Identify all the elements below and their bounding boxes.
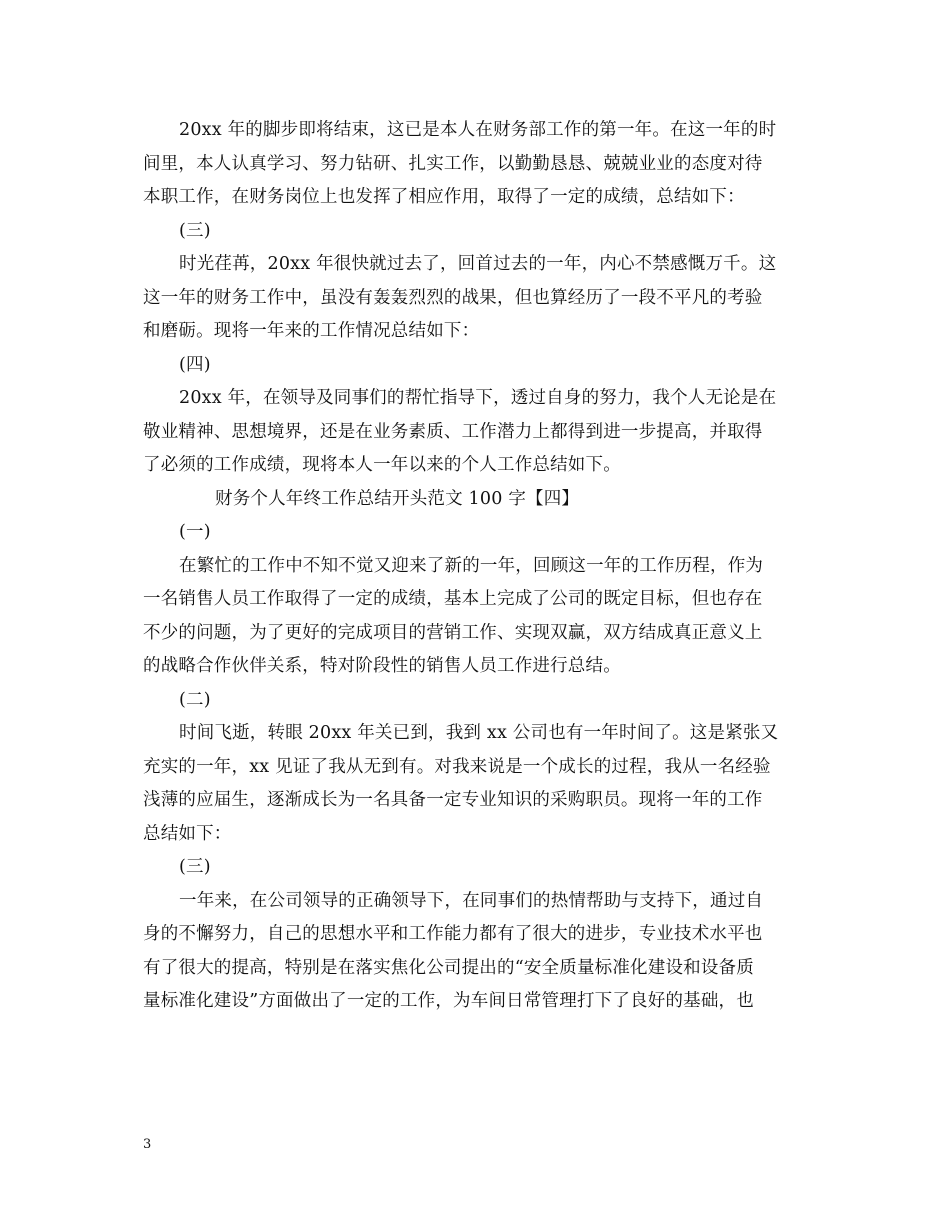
paragraph-line: 充实的一年，xx 见证了我从无到有。对我来说是一个成长的过程，我从一名经验 [143,756,771,777]
paragraph-line: 在繁忙的工作中不知不觉又迎来了新的一年，回顾这一年的工作历程，作为 [179,555,764,576]
paragraph-line: 20xx 年的脚步即将结束，这已是本人在财务部工作的第一年。在这一年的时 [179,120,777,140]
paragraph-line: 了必须的工作成绩，现将本人一年以来的个人工作总结如下。 [143,455,621,475]
paragraph-line: 时间飞逝，转眼 20xx 年关已到，我到 xx 公司也有一年时间了。这是紧张又 [179,723,779,743]
page-number: 3 [143,1137,152,1152]
paragraph-line: 和磨砺。现将一年来的工作情况总结如下： [143,321,480,341]
section-marker: (四) [179,354,211,375]
section-heading: 财务个人年终工作总结开头范文 100 字【四】 [215,488,580,509]
document-body [143,114,803,1019]
paragraph-line: 一名销售人员工作取得了一定的成绩，基本上完成了公司的既定目标，但也存在 [143,589,763,609]
paragraph-line: 身的不懈努力，自己的思想水平和工作能力都有了很大的进步，专业技术水平也 [143,924,763,944]
paragraph-line: 20xx 年，在领导及同事们的帮忙指导下，透过自身的努力，我个人无论是在 [179,388,777,408]
paragraph-line: 总结如下： [143,823,232,844]
section-marker: (三) [179,857,211,877]
section-marker: (三) [179,220,211,241]
paragraph-line: 时光荏苒，20xx 年很快就过去了，回首过去的一年，内心不禁感慨万千。这 [179,254,777,274]
paragraph-line: 量标准化建设”方面做出了一定的工作，为车间日常管理打下了良好的基础，也 [143,991,754,1011]
paragraph-line: 这一年的财务工作中，虽没有轰轰烈烈的战果，但也算经历了一段不平凡的考验 [143,287,763,308]
paragraph-line: 有了很大的提高，特别是在落实焦化公司提出的“安全质量标准化建设和设备质 [143,957,754,978]
paragraph-line: 不少的问题，为了更好的完成项目的营销工作、实现双赢，双方结成真正意义上 [143,622,763,643]
paragraph-line: 间里，本人认真学习、努力钻研、扎实工作，以勤勤恳恳、兢兢业业的态度对待 [143,153,763,174]
section-marker: (二) [179,689,211,710]
paragraph-line: 本职工作，在财务岗位上也发挥了相应作用，取得了一定的成绩，总结如下： [143,187,745,207]
section-marker: (一) [179,522,211,542]
paragraph-line: 敬业精神、思想境界，还是在业务素质、工作潜力上都得到进一步提高，并取得 [143,421,763,442]
paragraph-line: 浅薄的应届生，逐渐成长为一名具备一定专业知识的采购职员。现将一年的工作 [143,790,763,810]
paragraph-line: 的战略合作伙伴关系，特对阶段性的销售人员工作进行总结。 [143,656,621,676]
paragraph-line: 一年来，在公司领导的正确领导下，在同事们的热情帮助与支持下，通过自 [179,890,764,911]
